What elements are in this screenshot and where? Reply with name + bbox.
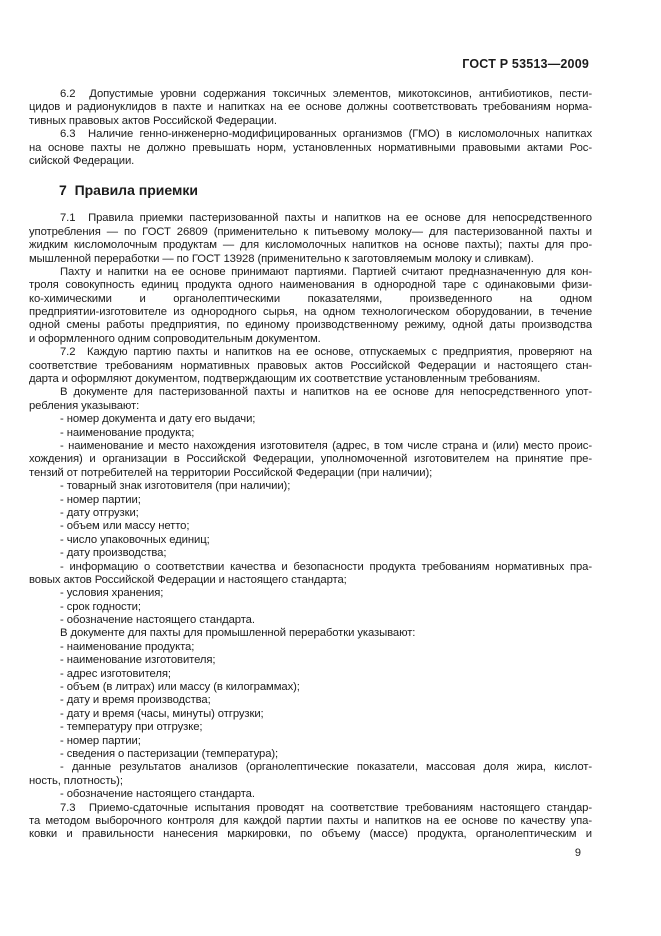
text-line: ребления указывают: <box>29 399 140 412</box>
text-line: - дату отгрузки; <box>60 506 139 519</box>
text-line: - дату и время производства; <box>60 694 211 707</box>
text-line: - данные результатов анализов (органолептические показатели, массовая доля жира, кислот- <box>60 761 592 774</box>
text-line: Пахту и напитки на ее основе принимают партиями. Партией считают предназначенную для кон- <box>60 265 592 278</box>
text-line: 7.2 Каждую партию пахты и напитков на ее основе, отпускаемых с предприятия, проверяют на <box>60 346 592 359</box>
text-line: ковки и правильности нанесения маркировки, по объему (массе) продукта, органолептическим и <box>29 828 592 841</box>
text-line: цидов и радионуклидов в пахте и напитках на ее основе должны соответствовать требованиям норма- <box>29 101 592 114</box>
page-footer <box>29 847 592 860</box>
text-line: - номер документа и дату его выдачи; <box>60 413 256 426</box>
text-line: - обозначение настоящего стандарта. <box>60 788 255 801</box>
text-line: троля совокупность единиц продукта одного наименования в однородной таре с одинаковыми физи- <box>29 279 592 292</box>
text-line: тензий от потребителей на территории Российской Федерации (при наличии); <box>29 466 433 479</box>
page-content <box>29 0 592 860</box>
page-number: 9 <box>574 846 581 859</box>
text-line: 6.2 Допустимые уровни содержания токсичных элементов, микотоксинов, антибиотиков, пести- <box>60 88 592 100</box>
text-line: ко-химическими и органолептическими показателями, произведенного на одном <box>29 292 592 305</box>
text-line: - дату и время (часы, минуты) отгрузки; <box>60 707 264 720</box>
text-line: одной смены работы предприятия, по единому производственному режиму, одной даты производства <box>29 319 592 332</box>
text-line: - наименование продукта; <box>60 426 195 439</box>
text-line: употребления — по ГОСТ 26809 (применительно к питьевому молоку— для пастеризованной пахты и <box>29 225 592 238</box>
text-line: - адрес изготовителя; <box>60 667 171 680</box>
text-line: - сведения о пастеризации (температура); <box>60 747 279 760</box>
text-line: дарта и оформляют документом, подтверждающим их соответствие установленным требованиям. <box>29 373 541 386</box>
text-line: на основе пахты не должно превышать норм, установленных нормативными правовыми актами Рос- <box>29 141 592 154</box>
text-line: - обозначение настоящего стандарта. <box>60 614 255 627</box>
text-line: - наименование продукта; <box>60 640 195 653</box>
text-line: тивных правовых актов Российской Федерации. <box>29 114 277 127</box>
text-line: В документе для пастеризованной пахты и напитков на ее основе для непосредственного упот- <box>60 386 592 399</box>
text-line: - срок годности; <box>60 600 141 613</box>
text-line: 7.3 Приемо-сдаточные испытания проводят на соответствие требованиям настоящего стандар- <box>60 801 592 814</box>
document-body <box>29 88 592 842</box>
text-line: и оформленного одним сопроводительным документом. <box>29 332 321 345</box>
text-line: - наименование изготовителя; <box>60 654 216 667</box>
text-line: вовых актов Российской Федерации и настоящего стандарта; <box>29 573 347 586</box>
text-line: - дату производства; <box>60 547 167 560</box>
text-line: предприятии-изготовителе из однородного сырья, на одном технологическом оборудовании, в течение <box>29 306 592 319</box>
text-line: - условия хранения; <box>60 587 164 600</box>
text-line: - информацию о соответствии качества и безопасности продукта требованиям нормативных пра- <box>60 560 592 573</box>
text-line: сийской Федерации. <box>29 154 135 167</box>
text-line: - объем или массу нетто; <box>60 520 190 533</box>
text-line: - наименование и место нахождения изготовителя (адрес, в том числе страна и (или) место проис- <box>60 439 592 452</box>
text-line: соответствие требованиям нормативных правовых актов Российской Федерации и настоящего стан- <box>29 359 592 372</box>
standard-number: ГОСТ Р 53513—2009 <box>462 57 589 71</box>
text-line: В документе для пахты для промышленной переработки указывают: <box>60 627 416 640</box>
text-line: - номер партии; <box>60 493 141 506</box>
text-line: - температуру при отгрузке; <box>60 721 203 734</box>
text-line: 7.1 Правила приемки пастеризованной пахты и напитков на ее основе для непосредственного <box>60 212 592 225</box>
text-line: жидким кисломолочным продуктам — для кисломолочных напитков на основе пахты); пахты для про- <box>29 239 592 252</box>
text-line: - товарный знак изготовителя (при наличии); <box>60 480 291 493</box>
text-line: 6.3 Наличие генно-инженерно-модифицированных организмов (ГМО) в кисломолочных напитках <box>60 128 592 141</box>
text-line: ность, плотность); <box>29 774 123 787</box>
text-line: хождения) и организации в Российской Федерации, уполномоченной изготовителем на принятие пре- <box>29 453 592 466</box>
text-line: та методом выборочного контроля для каждой партии пахты и напитков на ее основе по качеству упа- <box>29 814 592 827</box>
running-header <box>29 57 592 71</box>
section-heading: 7 Правила приемки <box>59 182 198 199</box>
text-line: - число упаковочных единиц; <box>60 533 210 546</box>
text-line: мышленной переработки — по ГОСТ 13928 (применительно к заготовляемым молоку и сливкам). <box>29 252 534 265</box>
text-line: - объем (в литрах) или массу (в килограммах); <box>60 681 300 694</box>
text-line: - номер партии; <box>60 734 141 747</box>
